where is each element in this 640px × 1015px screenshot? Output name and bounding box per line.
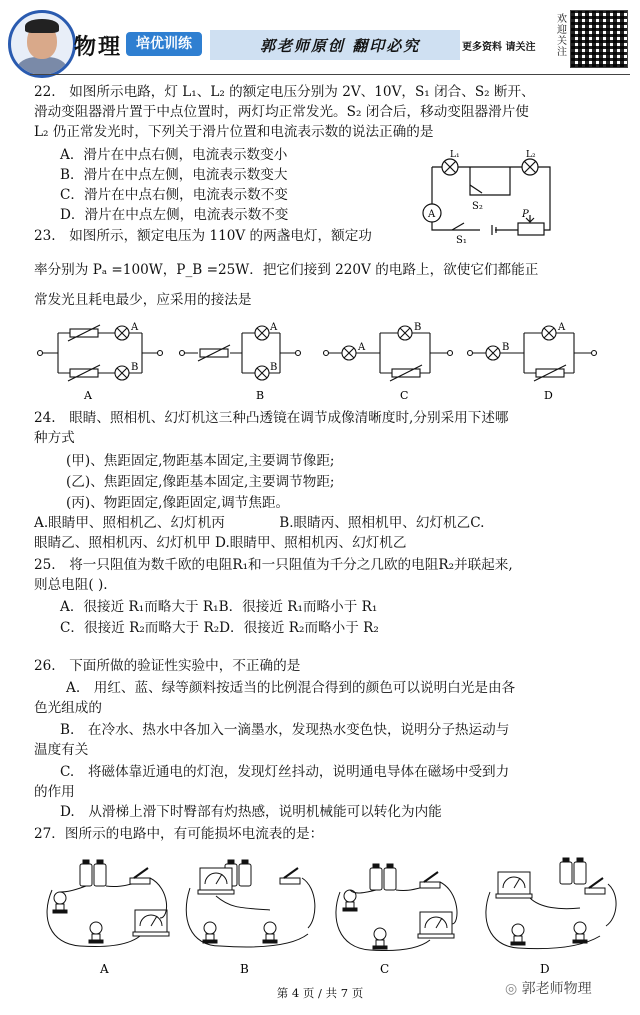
q24-text-2: 种方式	[34, 430, 75, 446]
q23-d-lamp-a: A	[558, 322, 566, 333]
q22-label-l2: L₂	[526, 150, 536, 160]
q27-label-d: D	[540, 962, 550, 976]
q26-text-1: 26. 下面所做的验证性实验中，不正确的是	[34, 658, 301, 674]
q22-label-s2: S₂	[472, 201, 483, 212]
q23-c-lamp-b: B	[414, 322, 422, 333]
banner-text: 郭老师原创 翻印必究	[260, 37, 421, 55]
q26-option-d: D. 从滑梯上滑下时臀部有灼热感，说明机械能可以转化为内能	[60, 804, 442, 820]
q23-label-d: D	[544, 389, 553, 402]
q26-option-a-1: A. 用红、蓝、绿等颜料按适当的比例混合得到的颜色可以说明白光是由各	[66, 680, 516, 696]
more-resources-text: 更多资料 请关注	[462, 42, 536, 53]
q24-item-3: (丙)、物距固定,像距固定,调节焦距。	[66, 495, 290, 511]
header-divider	[30, 74, 630, 75]
q22-circuit-diagram	[410, 145, 570, 245]
q23-label-c: C	[400, 389, 409, 402]
q25-text-2: 则总电阻( ).	[34, 577, 108, 593]
q23-circuits	[30, 315, 620, 405]
q26-option-c-1: C. 将磁体靠近通电的灯泡，发现灯丝抖动，说明通电导体在磁场中受到力	[60, 764, 510, 780]
qr-code[interactable]	[570, 10, 628, 68]
q25-text-1: 25. 将一只阻值为数千欧的电阻R₁和一只阻值为千分之几欧的电阻R₂并联起来,	[34, 557, 513, 573]
q27-label-c: C	[380, 962, 390, 976]
q24-options-1: A.眼睛甲、照相机乙、幻灯机丙 B.眼睛丙、照相机甲、幻灯机乙C.	[34, 515, 485, 531]
welcome-text: 欢迎关注	[557, 14, 567, 58]
q26-option-a-2: 色光组成的	[34, 700, 102, 716]
q22-label-s1: S₁	[456, 235, 467, 245]
q22-option-a: A．滑片在中点右侧，电流表示数变小	[60, 147, 288, 163]
wechat-icon: ◎	[505, 981, 522, 997]
q23-c-lamp-a: A	[358, 342, 366, 353]
q24-item-2: (乙)、焦距固定,像距基本固定,主要调节物距;	[66, 474, 335, 490]
q23-text-1: 23. 如图所示，额定电压为 110V 的两盏电灯，额定功	[34, 228, 372, 244]
page-header	[0, 0, 640, 74]
training-tag: 培优训练	[126, 32, 202, 56]
q26-option-c-2: 的作用	[34, 784, 75, 800]
q23-text-2: 率分别为 Pₐ =100W，P_B =25W．把它们接到 220V 的电路上，欲使它们都能正	[34, 262, 539, 278]
subject-title: 物理	[74, 35, 123, 60]
q27-label-b: B	[240, 962, 249, 976]
q23-d-lamp-b: B	[502, 342, 510, 353]
q27-label-a: A	[100, 962, 109, 976]
q23-a-lamp-b: B	[131, 362, 139, 373]
watermark-text: 郭老师物理	[521, 981, 592, 997]
q23-b-lamp-b: B	[270, 362, 278, 373]
q25-options-1: A．很接近 R₁而略大于 R₁B．很接近 R₁而略小于 R₁	[60, 599, 378, 615]
q27-circuit-drawings	[40, 848, 620, 978]
q23-b-lamp-a: A	[270, 322, 278, 333]
q22-text-3: L₂ 仍正常发光时，下列关于滑片位置和电流表示数的说法正确的是	[34, 124, 434, 140]
q22-text-2: 滑动变阻器滑片置于中点位置时，两灯均正常发光。S₂ 闭合后，移动变阻器滑片使	[34, 104, 529, 120]
q23-text-3: 常发光且耗电最少，应采用的接法是	[34, 292, 252, 308]
q22-option-b: B．滑片在中点左侧，电流表示数变大	[60, 167, 288, 183]
q22-label-ammeter: A	[428, 209, 436, 220]
q25-options-2: C．很接近 R₂而略大于 R₂D．很接近 R₂而略小于 R₂	[60, 620, 379, 636]
q22-label-l1: L₁	[450, 150, 460, 160]
q23-label-a: A	[84, 389, 92, 402]
q22-option-c: C．滑片在中点右侧，电流表示数不变	[60, 187, 288, 203]
q22-label-p: P	[522, 209, 529, 220]
q22-text-1: 22. 如图所示电路，灯 L₁、L₂ 的额定电压分别为 2V、10V，S₁ 闭合、S₂ 断开、	[34, 84, 535, 100]
q22-option-d: D．滑片在中点左侧，电流表示数不变	[60, 207, 289, 223]
q26-option-b-1: B. 在冷水、热水中各加入一滴墨水，发现热水变色快，说明分子热运动与	[60, 722, 510, 738]
q23-a-lamp-a: A	[131, 322, 139, 333]
q27-text: 27．图所示的电路中，有可能损坏电流表的是：	[34, 826, 324, 842]
q26-option-b-2: 温度有关	[34, 742, 89, 758]
page-number: 第 4 页 / 共 7 页	[276, 986, 364, 1000]
author-avatar	[8, 10, 76, 78]
q24-options-2: 眼睛乙、照相机丙、幻灯机甲 D.眼睛甲、照相机丙、幻灯机乙	[34, 535, 407, 551]
watermark	[505, 978, 592, 998]
q24-text-1: 24. 眼睛、照相机、幻灯机这三种凸透镜在调节成像清晰度时,分别采用下述哪	[34, 410, 509, 426]
q23-label-b: B	[256, 389, 265, 402]
q24-item-1: (甲)、焦距固定,物距基本固定,主要调节像距;	[66, 453, 335, 469]
